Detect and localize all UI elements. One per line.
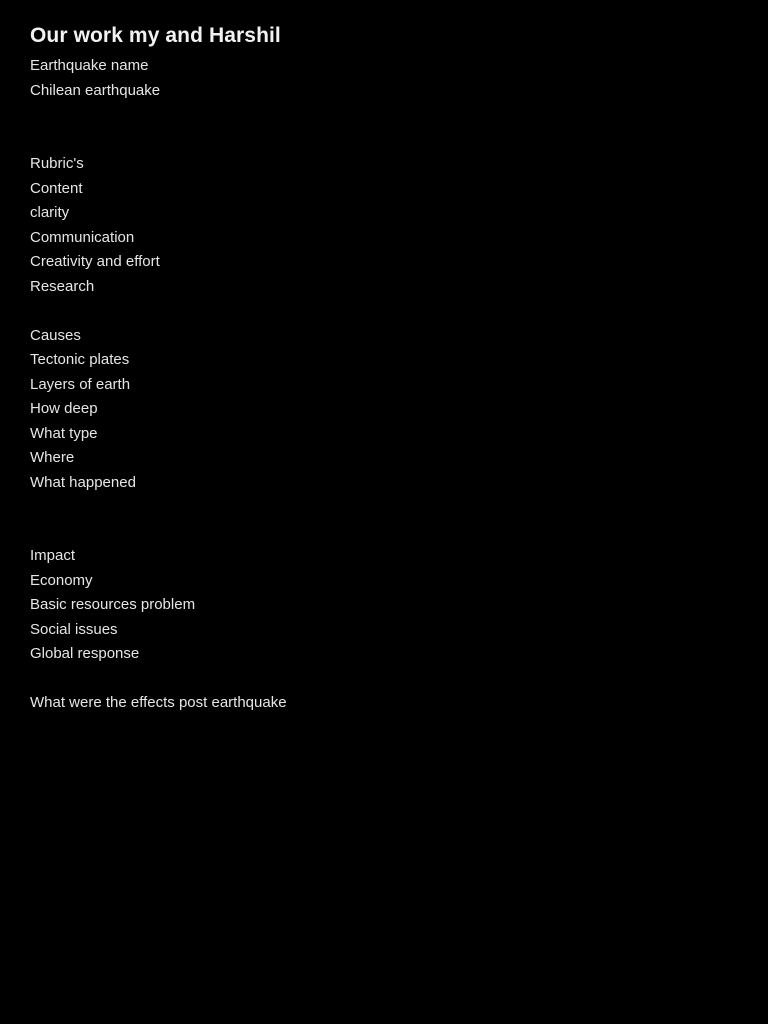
note-line-blank[interactable] (30, 299, 738, 324)
note-line-research[interactable]: Research (30, 277, 95, 295)
note-line-impact[interactable]: Impact (30, 547, 76, 564)
note-line-blank[interactable] (30, 667, 738, 692)
note-line-communication[interactable]: Communication (30, 228, 135, 246)
note-line-creativity-and-effort[interactable]: Creativity and effort (30, 253, 160, 270)
note-line-content[interactable]: Content (30, 179, 83, 197)
note-line-tectonic-plates[interactable]: Tectonic plates (30, 351, 130, 368)
note-line-causes[interactable]: Causes (30, 326, 81, 344)
note-line-social-issues[interactable]: Social issues (30, 620, 118, 638)
note-line-basic-resources-problem[interactable]: Basic resources problem (30, 596, 196, 613)
note-title[interactable]: Our work my and Harshil (30, 24, 281, 47)
note-body[interactable] (30, 54, 738, 716)
note-line-layers-of-earth[interactable]: Layers of earth (30, 375, 131, 393)
note-line-blank[interactable] (30, 520, 738, 545)
note-line-chilean-earthquake[interactable]: Chilean earthquake (30, 81, 161, 99)
note-line-what-type[interactable]: What type (30, 424, 98, 442)
note-line-what-happened[interactable]: What happened (30, 473, 136, 491)
note-line-rubrics[interactable]: Rubric's (30, 155, 84, 172)
note-line-blank[interactable] (30, 103, 738, 128)
note-line-where[interactable]: Where (30, 449, 75, 466)
note-line-economy[interactable]: Economy (30, 571, 93, 589)
note-line-earthquake-name[interactable]: Earthquake name (30, 57, 149, 74)
note-line-clarity[interactable]: clarity (30, 204, 70, 221)
note-line-blank[interactable] (30, 128, 738, 153)
note-line-blank[interactable] (30, 495, 738, 520)
note-line-effects-post-earthquake[interactable]: What were the effects post earthquake (30, 694, 287, 711)
note-line-global-response[interactable]: Global response (30, 645, 140, 662)
note-line-how-deep[interactable]: How deep (30, 400, 98, 417)
